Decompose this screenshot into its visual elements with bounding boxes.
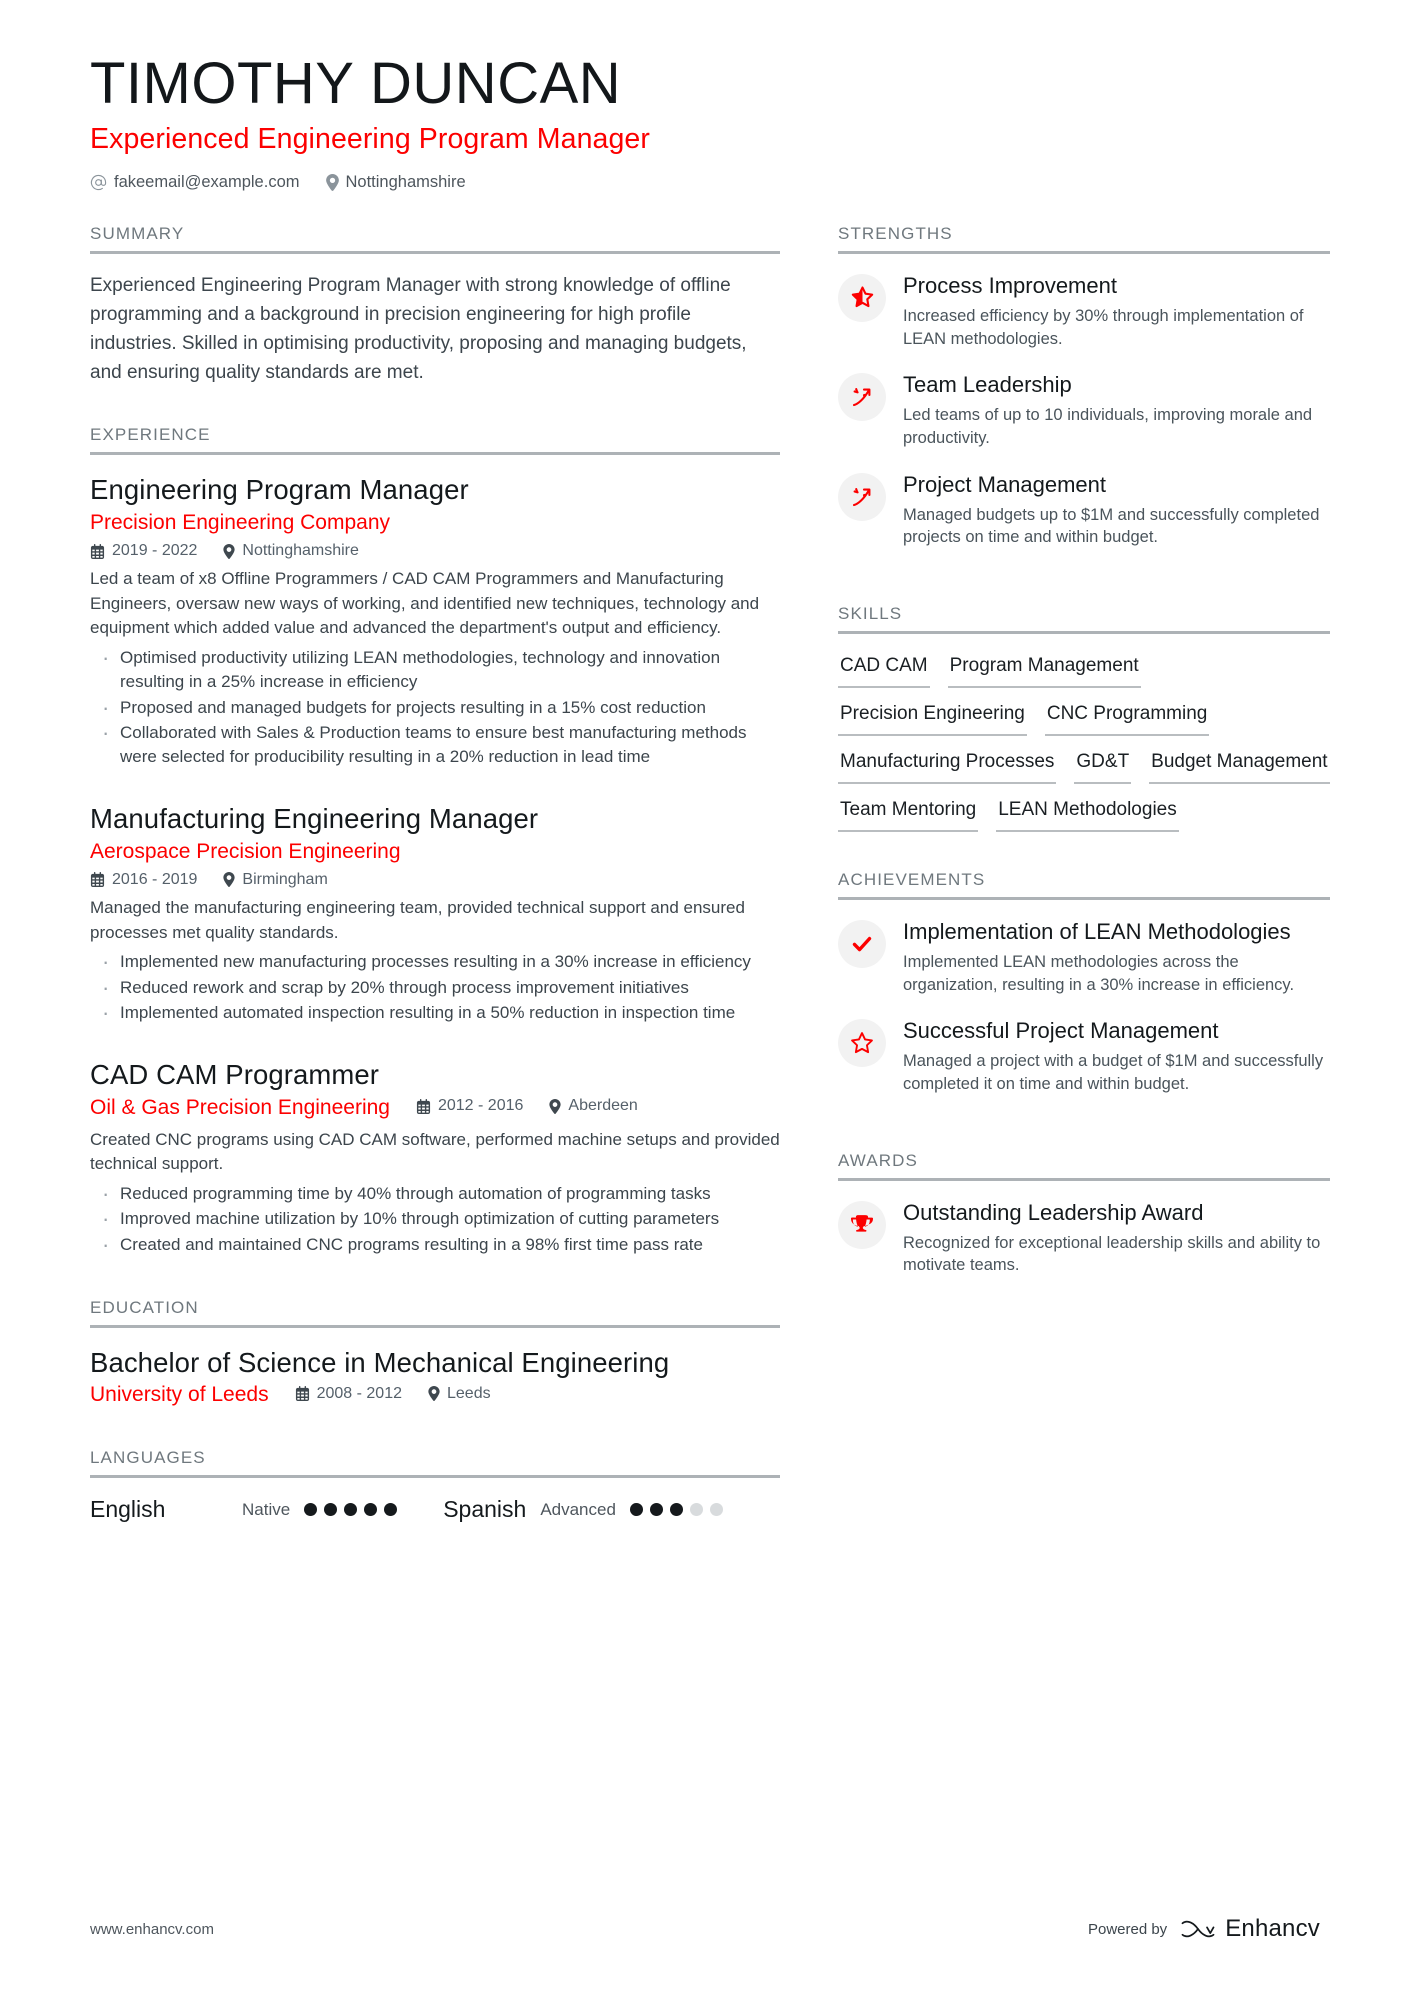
check-icon <box>838 920 886 968</box>
calendar-icon <box>90 872 105 887</box>
bullet-item: · Proposed and managed budgets for projects resulting in a 15% cost reduction <box>96 696 780 720</box>
section-title-strengths: STRENGTHS <box>838 223 953 243</box>
achievement-title: Implementation of LEAN Methodologies <box>903 919 1291 945</box>
bullet-item: · Improved machine utilization by 10% through optimization of cutting parameters <box>96 1207 780 1231</box>
experience-dates <box>416 1097 523 1115</box>
skill-tag[interactable]: Team Mentoring <box>838 796 978 832</box>
strength-item <box>838 371 1330 449</box>
star-outline-icon <box>838 1019 886 1067</box>
experience-bullets <box>96 1182 780 1257</box>
section-rule <box>90 1475 780 1478</box>
language-level: Native <box>242 1499 291 1519</box>
enhancv-logo-icon <box>1180 1917 1216 1941</box>
strength-body <box>903 371 1330 449</box>
education-location-text: Leeds <box>447 1384 491 1402</box>
achievement-desc: Implemented LEAN methodologies across the organization, resulting in a 30% increase in efficiency. <box>903 952 1295 994</box>
proficiency-dot <box>670 1503 683 1516</box>
section-title-experience: EXPERIENCE <box>90 425 211 445</box>
contact-location-text: Nottinghamshire <box>345 172 466 191</box>
bullet-item: · Optimised productivity utilizing LEAN methodologies, technology and innovation resulting in a 25% increase in efficiency <box>96 646 780 695</box>
section-education <box>90 1298 780 1408</box>
contact-email[interactable] <box>90 173 300 192</box>
experience-company-row <box>90 1096 780 1120</box>
contact-row <box>90 173 1320 192</box>
proficiency-dot <box>304 1503 317 1516</box>
experience-location-text: Aberdeen <box>568 1097 638 1115</box>
strength-body <box>903 471 1330 549</box>
calendar-icon <box>416 1099 431 1114</box>
award-desc: Recognized for exceptional leadership skills and ability to motivate teams. <box>903 1233 1321 1275</box>
strength-title: Process Improvement <box>903 272 1117 298</box>
section-title-summary: SUMMARY <box>90 223 185 243</box>
experience-entry <box>90 1058 780 1257</box>
experience-bullets <box>96 950 780 1025</box>
experience-entry <box>90 473 780 769</box>
achievement-title: Successful Project Management <box>903 1018 1219 1044</box>
languages-row <box>90 1496 780 1523</box>
contact-location <box>326 173 466 192</box>
section-experience <box>90 425 780 1256</box>
experience-job-title: CAD CAM Programmer <box>90 1059 380 1091</box>
skills-list <box>838 652 1330 832</box>
candidate-name: TIMOTHY DUNCAN <box>90 51 622 116</box>
proficiency-dot <box>384 1503 397 1516</box>
strength-desc: Led teams of up to 10 individuals, improving morale and productivity. <box>903 406 1313 447</box>
experience-company: Oil & Gas Precision Engineering <box>90 1095 390 1119</box>
experience-dates <box>90 542 197 560</box>
achievement-desc: Managed a project with a budget of $1M and successfully completed it on time and within budget. <box>903 1052 1324 1093</box>
language-proficiency-dots <box>304 1503 397 1516</box>
experience-entry <box>90 802 780 1025</box>
contact-email-text: fakeemail@example.com <box>114 172 300 191</box>
proficiency-dot <box>630 1503 643 1516</box>
brand-logo <box>1180 1915 1320 1943</box>
section-title-achievements: ACHIEVEMENTS <box>838 870 986 890</box>
trophy-icon <box>838 1201 886 1249</box>
strength-title: Project Management <box>903 471 1106 497</box>
bullet-item: · Collaborated with Sales & Production teams to ensure best manufacturing methods were selected for producibility resulting in a 20% reduction in lead time <box>96 721 780 770</box>
section-title-skills: SKILLS <box>838 604 903 624</box>
resume-footer <box>90 1915 1320 1943</box>
footer-url[interactable]: www.enhancv.com <box>90 1920 214 1938</box>
section-awards <box>838 1151 1330 1277</box>
education-location <box>428 1385 491 1403</box>
experience-location <box>549 1097 637 1115</box>
proficiency-dot <box>650 1503 663 1516</box>
proficiency-dot <box>710 1503 723 1516</box>
location-pin-icon <box>326 174 339 191</box>
experience-dates-text: 2016 - 2019 <box>112 870 198 888</box>
experience-dates-text: 2019 - 2022 <box>112 542 198 559</box>
award-body <box>903 1199 1330 1277</box>
language-name: English <box>90 1496 166 1523</box>
skill-tag[interactable]: GD&T <box>1074 748 1131 784</box>
language-level: Advanced <box>540 1499 616 1519</box>
language-item <box>443 1496 723 1523</box>
resume-header <box>90 0 1320 192</box>
section-achievements <box>838 870 1330 1096</box>
education-dates <box>295 1385 402 1403</box>
experience-meta <box>90 542 780 560</box>
proficiency-dot <box>364 1503 377 1516</box>
education-meta <box>295 1385 491 1403</box>
education-dates-text: 2008 - 2012 <box>316 1384 402 1402</box>
skill-tag[interactable]: CAD CAM <box>838 652 930 688</box>
section-summary <box>90 224 780 388</box>
section-title-awards: AWARDS <box>838 1150 918 1170</box>
powered-by-label: Powered by <box>1087 1920 1168 1938</box>
strength-desc: Managed budgets up to $1M and successfully completed projects on time and within budget. <box>903 505 1320 547</box>
section-title-education: EDUCATION <box>90 1297 199 1317</box>
experience-company: Precision Engineering Company <box>90 511 390 534</box>
section-rule <box>838 631 1330 634</box>
experience-meta <box>90 871 780 889</box>
achievement-item <box>838 1017 1330 1095</box>
strength-title: Team Leadership <box>903 372 1072 398</box>
skill-tag[interactable]: LEAN Methodologies <box>996 796 1179 832</box>
section-title-languages: LANGUAGES <box>90 1448 206 1468</box>
email-at-icon <box>90 174 107 191</box>
section-rule <box>90 452 780 455</box>
language-proficiency-dots <box>630 1503 723 1516</box>
bullet-item: · Implemented new manufacturing processes resulting in a 30% increase in efficiency <box>96 950 780 974</box>
experience-meta <box>416 1097 638 1115</box>
left-column <box>90 224 780 1527</box>
skill-tag[interactable]: Manufacturing Processes <box>838 748 1056 784</box>
bullet-item: · Reduced programming time by 40% through automation of programming tasks <box>96 1182 780 1206</box>
bullet-item: · Created and maintained CNC programs resulting in a 98% first time pass rate <box>96 1233 780 1257</box>
achievement-body <box>903 918 1330 996</box>
education-degree: Bachelor of Science in Mechanical Engineering <box>90 1346 670 1378</box>
experience-dates <box>90 871 197 889</box>
experience-bullets <box>96 646 780 769</box>
skill-tag[interactable]: Budget Management <box>1149 748 1329 784</box>
experience-dates-text: 2012 - 2016 <box>437 1097 524 1115</box>
skill-tag[interactable]: Program Management <box>948 652 1141 688</box>
experience-description: Created CNC programs using CAD CAM software, performed machine setups and provided technical support. <box>90 1129 780 1174</box>
skill-tag[interactable]: Precision Engineering <box>838 700 1027 736</box>
strength-body <box>903 272 1330 350</box>
calendar-icon <box>90 544 105 559</box>
experience-job-title: Engineering Program Manager <box>90 474 469 506</box>
skill-tag[interactable]: CNC Programming <box>1045 700 1209 736</box>
resume-columns <box>90 223 1328 1527</box>
strength-item <box>838 272 1330 350</box>
experience-company: Aerospace Precision Engineering <box>90 839 401 863</box>
education-entry <box>90 1346 780 1408</box>
section-rule <box>838 1178 1330 1181</box>
section-rule <box>90 1325 780 1328</box>
section-rule <box>90 251 780 254</box>
rocket-arrow-icon <box>838 373 886 421</box>
experience-location-text: Nottinghamshire <box>242 542 359 559</box>
language-item <box>90 1496 397 1523</box>
brand-name: Enhancv <box>1225 1915 1320 1942</box>
achievement-item <box>838 918 1330 996</box>
proficiency-dot <box>690 1503 703 1516</box>
location-pin-icon <box>549 1099 561 1114</box>
strength-desc: Increased efficiency by 30% through implementation of LEAN methodologies. <box>903 306 1304 348</box>
proficiency-dot <box>324 1503 337 1516</box>
location-pin-icon <box>223 872 235 887</box>
education-school: University of Leeds <box>90 1383 269 1407</box>
strength-item <box>838 471 1330 549</box>
location-pin-icon <box>223 544 235 559</box>
location-pin-icon <box>428 1386 440 1401</box>
proficiency-dot <box>344 1503 357 1516</box>
award-item <box>838 1199 1330 1277</box>
experience-description: Managed the manufacturing engineering team, provided technical support and ensured processes met quality standards. <box>90 897 745 942</box>
education-school-row <box>90 1383 780 1407</box>
summary-text: Experienced Engineering Program Manager with strong knowledge of offline programming and a background in precision engineering for high profile industries. Skilled in optimising productivity, proposing and managing budgets, and ensuring quality standards are met. <box>90 274 747 383</box>
half-star-icon <box>838 274 886 322</box>
experience-location <box>223 871 327 889</box>
language-name: Spanish <box>443 1496 527 1523</box>
candidate-job-title: Experienced Engineering Program Manager <box>90 122 650 155</box>
rocket-arrow-icon <box>838 473 886 521</box>
award-title: Outstanding Leadership Award <box>903 1199 1204 1225</box>
experience-location <box>223 542 359 560</box>
right-column <box>838 224 1330 1298</box>
section-rule <box>838 897 1330 900</box>
experience-description: Led a team of x8 Offline Programmers / CAD CAM Programmers and Manufacturing Engineers, oversaw new ways of working, and identified new techniques, technology and equipment which added value and advanced the department's output and efficiency. <box>90 569 760 638</box>
bullet-item: · Reduced rework and scrap by 20% through process improvement initiatives <box>96 976 780 1000</box>
calendar-icon <box>295 1386 310 1401</box>
section-skills <box>838 604 1330 832</box>
section-languages <box>90 1448 780 1523</box>
achievement-body <box>903 1017 1330 1095</box>
footer-branding <box>1088 1915 1320 1943</box>
section-rule <box>838 251 1330 254</box>
bullet-item: · Implemented automated inspection resulting in a 50% reduction in inspection time <box>96 1001 780 1025</box>
experience-location-text: Birmingham <box>242 870 328 888</box>
section-strengths <box>838 224 1330 549</box>
experience-job-title: Manufacturing Engineering Manager <box>90 803 539 835</box>
